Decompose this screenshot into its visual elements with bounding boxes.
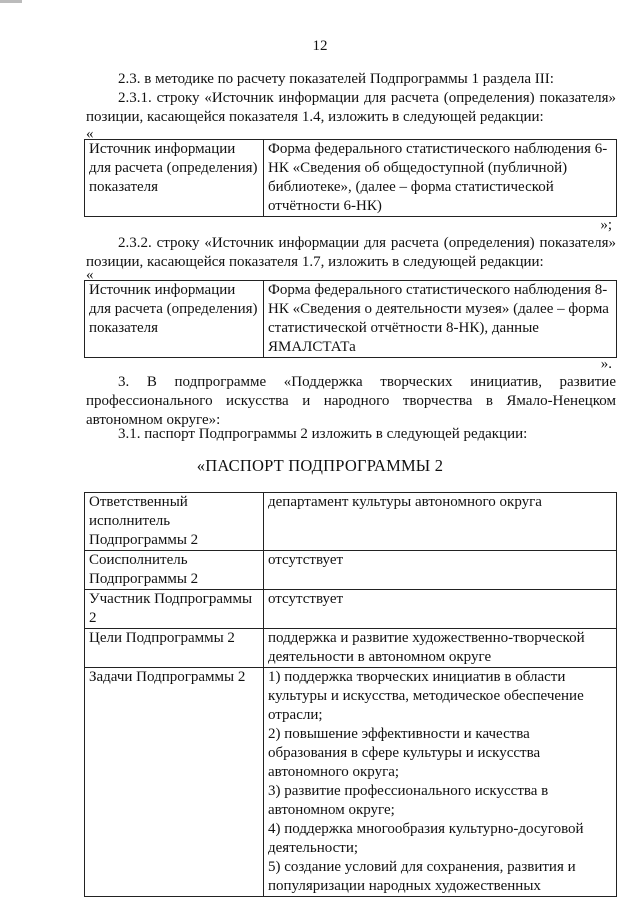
passport-table	[84, 492, 617, 897]
close-quote-2: ».	[600, 356, 612, 372]
table-row	[85, 493, 617, 551]
section-2-3-1: 2.3.1. строку «Источник информации для расчета (определения) показателя» позиции, касающейся показателя 1.4, изложить в следующей редакции:	[86, 90, 616, 125]
close-quote-1: »;	[600, 217, 612, 233]
source-table-2	[84, 280, 617, 358]
section-3-1: 3.1. паспорт Подпрограммы 2 изложить в следующей редакции:	[118, 426, 528, 442]
list-item: 2) повышение эффективности и качества образования в сфере культуры и искусства автономного округа;	[268, 726, 541, 780]
table1-label: Источник информации для расчета (определения) показателя	[85, 140, 264, 217]
list-item: 1) поддержка творческих инициатив в области культуры и искусства, методическое обеспечение отрасли;	[268, 669, 584, 723]
open-quote-1: «	[86, 126, 94, 142]
list-item: 5) создание условий для сохранения, развития и популяризации народных художественных	[268, 859, 576, 894]
table2-value: Форма федерального статистического наблюдения 8-НК «Сведения о деятельности музея» (далее – форма статистической отчётности 8-НК), данные ЯМАЛСТАТа	[264, 281, 617, 358]
list-item: 3) развитие профессионального искусства в автономном округе;	[268, 783, 549, 818]
passport-label: Ответственный исполнитель Подпрограммы 2	[85, 493, 264, 551]
passport-value: департамент культуры автономного округа	[264, 493, 617, 551]
passport-title: «ПАСПОРТ ПОДПРОГРАММЫ 2	[196, 456, 444, 475]
table-row	[85, 140, 617, 217]
passport-value: поддержка и развитие художественно-творческой деятельности в автономном округе	[264, 629, 617, 668]
section-3: 3. В подпрограмме «Поддержка творческих инициатив, развитие профессионального искусства и народного творчества в Ямало-Ненецком автономном округе»:	[86, 374, 616, 428]
tasks-list	[264, 668, 617, 897]
page-number: 12	[312, 38, 328, 54]
passport-value: отсутствует	[264, 551, 617, 590]
table-row	[85, 668, 617, 897]
table1-value: Форма федерального статистического наблюдения 6-НК «Сведения об общедоступной (публичной) библиотеке», (далее – форма статистической отчётности 6-НК)	[264, 140, 617, 217]
passport-label: Участник Подпрограммы 2	[85, 590, 264, 629]
section-2-3: 2.3. в методике по расчету показателей Подпрограммы 1 раздела III:	[118, 71, 554, 87]
passport-label: Соисполнитель Подпрограммы 2	[85, 551, 264, 590]
scan-mark	[0, 0, 22, 3]
table-row	[85, 590, 617, 629]
source-table-1	[84, 139, 617, 217]
tasks-label: Задачи Подпрограммы 2	[85, 668, 264, 897]
list-item: 4) поддержка многообразия культурно-досуговой деятельности;	[268, 821, 584, 856]
table-row	[85, 281, 617, 358]
section-2-3-2: 2.3.2. строку «Источник информации для расчета (определения) показателя» позиции, касающейся показателя 1.7, изложить в следующей редакции:	[86, 235, 616, 270]
table-row	[85, 629, 617, 668]
open-quote-2: «	[86, 267, 94, 283]
passport-label: Цели Подпрограммы 2	[85, 629, 264, 668]
table-row	[85, 551, 617, 590]
table2-label: Источник информации для расчета (определения) показателя	[85, 281, 264, 358]
passport-value: отсутствует	[264, 590, 617, 629]
